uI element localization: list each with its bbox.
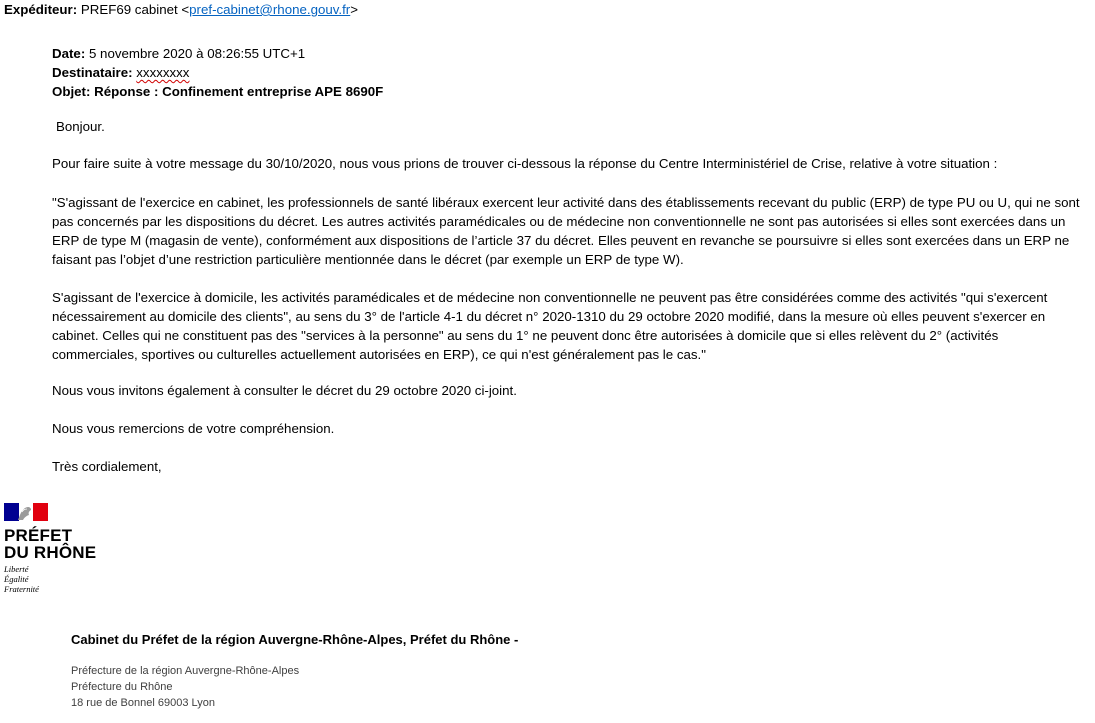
logo-name-line1: PRÉFET xyxy=(4,526,73,545)
date-line xyxy=(52,46,305,62)
sender-line: Expéditeur: PREF69 cabinet <pref-cabinet@rhone.gouv.fr> xyxy=(4,2,359,17)
date-label: Date: xyxy=(52,46,86,61)
signature-title: Cabinet du Préfet de la région Auvergne-Rhône-Alpes, Préfet du Rhône - xyxy=(71,632,519,647)
logo-name-line2: DU RHÔNE xyxy=(4,543,97,562)
motto-liberte: Liberté xyxy=(4,564,29,574)
subject-label: Objet: xyxy=(52,84,91,99)
address-line-3: 18 rue de Bonnel 69003 Lyon xyxy=(71,697,215,709)
recipient-label: Destinataire: xyxy=(52,65,133,80)
closing-line: Très cordialement, xyxy=(52,459,162,474)
address-line-2: Préfecture du Rhône xyxy=(71,681,173,693)
paragraph-line: S'agissant de l'exercice à domicile, les activités paramédicales et de médecine non conventionnelle ne peuvent pas être considérées comme des activités "qui s'exercent xyxy=(52,290,1048,305)
quote-paragraph-cabinet xyxy=(52,193,1082,269)
marianne-flag-icon xyxy=(4,503,48,521)
logo-name xyxy=(4,527,96,561)
motto-fraternite: Fraternité xyxy=(4,584,39,594)
paragraph-line: ERP de type M (magasin de vente), conformément aux dispositions de l’article 37 du décret. Elles peuvent en revanche se poursuivre si elles sont exercées dans un ERP ne xyxy=(52,233,1070,248)
paragraph-line: commerciales, sportives ou culturelles actuellement autorisées en ERP), ce qui n'est généralement pas le cas." xyxy=(52,347,706,362)
quote-paragraph-domicile xyxy=(52,288,1082,364)
logo-motto xyxy=(4,564,39,594)
sender-email-link[interactable]: pref-cabinet@rhone.gouv.fr xyxy=(189,2,351,17)
sender-name: PREF69 cabinet xyxy=(80,2,178,17)
prefet-rhone-logo xyxy=(4,503,104,599)
paragraph-line: cabinet. Celles qui ne constituent pas des "services à la personne" au sens du 1° ne peuvent donc être autorisées à domicile que si elles relèvent du 2° (activités xyxy=(52,328,999,343)
recipient-line xyxy=(52,65,189,81)
greeting: Bonjour. xyxy=(56,119,105,134)
paragraph-line: pas concernés par les dispositions du décret. Les autres activités paramédicales ou de médecine non conventionnelle ne sont pas autorisées si elles sont exercées dans un xyxy=(52,214,1066,229)
invite-paragraph: Nous vous invitons également à consulter le décret du 29 octobre 2020 ci-joint. xyxy=(52,383,517,398)
paragraph-line: faisant pas l’objet d’une restriction particulière mentionnée dans le décret (par exemple un ERP de type W). xyxy=(52,252,684,267)
subject-line xyxy=(52,84,383,100)
motto-egalite: Égalité xyxy=(4,574,29,584)
address-line-1: Préfecture de la région Auvergne-Rhône-Alpes xyxy=(71,665,300,677)
sender-label: Expéditeur: xyxy=(4,2,78,17)
thanks-paragraph: Nous vous remercions de votre compréhension. xyxy=(52,421,335,436)
paragraph-line: "S'agissant de l'exercice en cabinet, les professionnels de santé libéraux exercent leur activité dans des établissements recevant du public (ERP) de type PU ou U, qui ne sont xyxy=(52,195,1080,210)
intro-paragraph: Pour faire suite à votre message du 30/10/2020, nous vous prions de trouver ci-dessous la réponse du Centre Interministériel de Crise, relative à votre situation : xyxy=(52,156,998,171)
subject-value: Réponse : Confinement entreprise APE 8690F xyxy=(94,84,384,99)
paragraph-line: nécessairement au domicile des clients", au sens du 3° de l'article 4-1 du décret n° 2020-1310 du 29 octobre 2020 modifié, dans la mesure où elles peuvent s'exercer en xyxy=(52,309,1046,324)
recipient-value: xxxxxxxx xyxy=(136,65,190,80)
date-value: 5 novembre 2020 à 08:26:55 UTC+1 xyxy=(88,46,306,61)
